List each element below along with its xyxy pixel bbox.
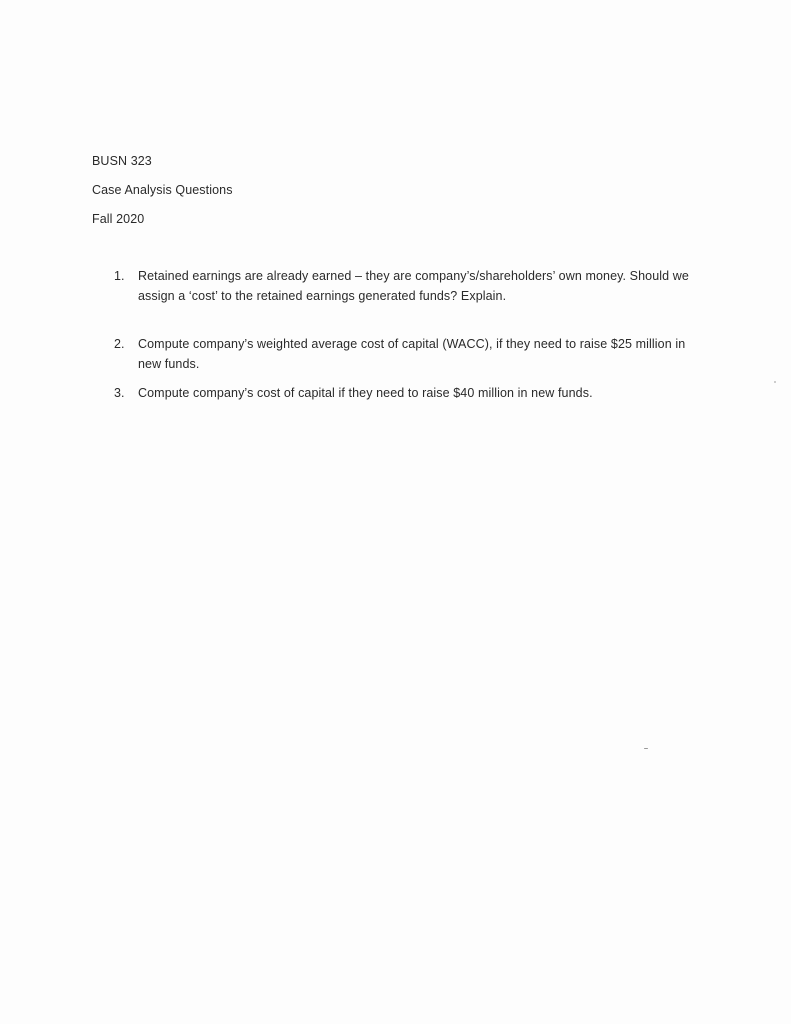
question-item — [108, 384, 698, 404]
question-number: 1. — [114, 269, 125, 283]
question-item — [108, 335, 698, 374]
question-item — [108, 267, 698, 306]
document-subtitle: Case Analysis Questions — [92, 183, 233, 197]
scan-speck — [774, 381, 776, 383]
question-number: 3. — [114, 386, 125, 400]
question-text: Compute company’s weighted average cost of capital (WACC), if they need to raise $25 million in new funds. — [138, 337, 686, 371]
question-number: 2. — [114, 337, 125, 351]
course-code: BUSN 323 — [92, 154, 152, 168]
scan-speck — [644, 748, 648, 749]
question-list — [108, 267, 698, 404]
term-label: Fall 2020 — [92, 212, 145, 226]
question-text: Retained earnings are already earned – they are company’s/shareholders’ own money. Should we assign a ‘cost’ to the retained earnings generated funds? Explain. — [138, 269, 689, 303]
question-text: Compute company’s cost of capital if they need to raise $40 million in new funds. — [138, 386, 593, 400]
